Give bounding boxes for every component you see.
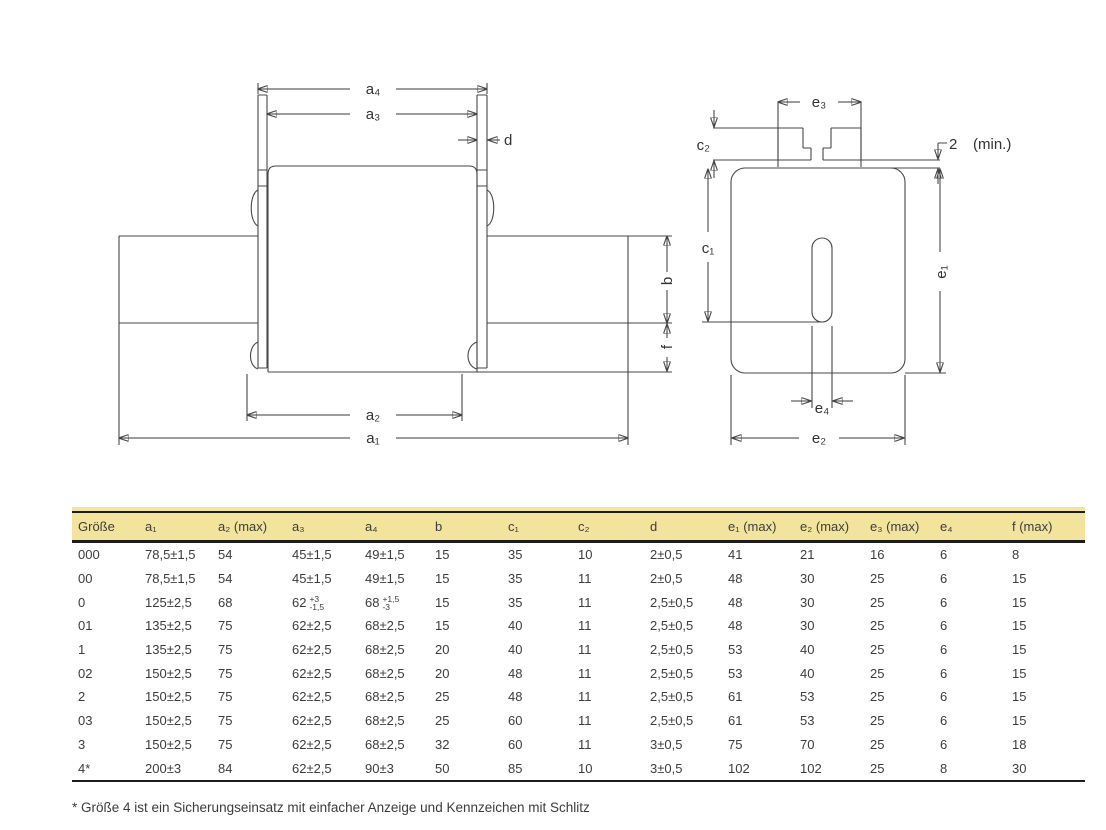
table-cell: 16 (870, 547, 885, 563)
table-cell: 68±2,5 (365, 713, 405, 729)
table-cell: 15 (1012, 665, 1027, 681)
table-cell: 6 (940, 713, 948, 729)
table-cell: 10 (578, 547, 593, 563)
table-row (72, 756, 1085, 781)
table-cell: 75 (218, 736, 233, 752)
table-cell: 135±2,5 (145, 618, 192, 634)
table-cell: 53 (728, 642, 743, 658)
table-cell: 68±2,5 (365, 665, 405, 681)
column-header: a₁ (139, 512, 212, 542)
table-cell: 15 (435, 571, 450, 587)
table-cell: 15 (1012, 642, 1027, 658)
table-cell: 25 (870, 760, 885, 776)
table-cell: 2,5±0,5 (650, 689, 694, 705)
table-cell: 35 (508, 594, 523, 610)
table-cell: 48 (508, 665, 523, 681)
table-row (72, 590, 1085, 614)
table-cell: 25 (870, 594, 885, 610)
table-cell: 6 (940, 736, 948, 752)
table-cell: 75 (218, 642, 233, 658)
table-cell: 85 (508, 760, 523, 776)
column-header: e₃ (max) (864, 512, 934, 542)
table-cell: 25 (870, 618, 885, 634)
table-cell: 48 (728, 594, 743, 610)
table-cell: 11 (578, 736, 592, 752)
table-cell: 01 (78, 618, 93, 634)
column-header: Größe (72, 512, 139, 542)
column-header: e₂ (max) (794, 512, 864, 542)
table-row (72, 542, 1085, 567)
table-cell: 3 (78, 736, 86, 752)
table-row (72, 733, 1085, 757)
dim-label-e3: e₃ (811, 94, 827, 111)
fuse-end-view (697, 94, 1012, 447)
table-cell: 15 (1012, 571, 1027, 587)
column-header: b (429, 512, 502, 542)
dim-label-c1: c₁ (701, 240, 715, 257)
extension-lines-right (702, 102, 947, 445)
blade-bars (119, 236, 672, 445)
table-cell: 6 (940, 571, 948, 587)
table-cell: 68 (218, 594, 233, 610)
table-cell: 25 (870, 642, 885, 658)
table-cell: 68±2,5 (365, 642, 405, 658)
column-header: c₂ (572, 512, 644, 542)
table-cell: 6 (940, 689, 948, 705)
table-row (72, 709, 1085, 733)
table-cell: 25 (870, 689, 885, 705)
column-header: a₂ (max) (212, 512, 286, 542)
table-header-row (72, 512, 1085, 542)
table-row (72, 614, 1085, 638)
table-cell: 53 (800, 713, 815, 729)
table-cell: 000 (78, 547, 100, 563)
table-cell: 48 (508, 689, 523, 705)
table-cell: 75 (218, 713, 233, 729)
table-cell: 2,5±0,5 (650, 594, 694, 610)
table-cell: 20 (435, 642, 450, 658)
table-cell: 1 (78, 642, 86, 658)
table-cell: 11 (578, 594, 592, 610)
table-cell: 15 (435, 594, 450, 610)
table-cell: 75 (728, 736, 743, 752)
table-cell: 62 +3 -1,5 (292, 593, 325, 612)
table-cell: 90±3 (365, 760, 394, 776)
table-cell: 15 (435, 547, 450, 563)
table-cell: 15 (1012, 689, 1027, 705)
extension-lines-left (247, 83, 487, 421)
table-cell: 150±2,5 (145, 665, 192, 681)
table-cell: 50 (435, 760, 450, 776)
dim-label-a2: a₂ (365, 407, 381, 424)
table-cell: 40 (508, 642, 523, 658)
table-cell: 03 (78, 713, 93, 729)
table-cell: 00 (78, 571, 93, 587)
table-cell: 10 (578, 760, 593, 776)
dim-label-e1: e₁ (933, 265, 950, 279)
table-cell: 15 (435, 618, 450, 634)
column-header: a₄ (359, 512, 429, 542)
table-cell: 2±0,5 (650, 547, 683, 563)
table-cell: 2±0,5 (650, 571, 683, 587)
dim-label-2min: 2 (949, 136, 958, 153)
column-header: c₁ (502, 512, 572, 542)
column-header: a₃ (286, 512, 359, 542)
table-cell: 15 (1012, 713, 1027, 729)
table-cell: 45±1,5 (292, 547, 332, 563)
table-cell: 41 (728, 547, 743, 563)
table-cell: 135±2,5 (145, 642, 192, 658)
column-header: d (644, 512, 722, 542)
table-cell: 18 (1012, 736, 1027, 752)
dim-label-b: b (659, 276, 676, 286)
table-cell: 68 +1,5 -3 (365, 593, 400, 612)
column-header: e₄ (934, 512, 1006, 542)
table-cell: 25 (870, 571, 885, 587)
dim-label-2min-unit: (min.) (973, 136, 1012, 153)
contact-spring-clips (251, 190, 494, 369)
footnote: * Größe 4 ist ein Sicherungseinsatz mit einfacher Anzeige und Kennzeichen mit Schlitz (72, 800, 590, 815)
dimension-table (72, 511, 1085, 782)
table-cell: 61 (728, 713, 743, 729)
dim-label-a3: a₃ (365, 106, 381, 123)
table-cell: 11 (578, 665, 592, 681)
dim-label-e4: e₄ (814, 400, 830, 417)
column-header: f (max) (1006, 512, 1085, 542)
table-cell: 15 (1012, 594, 1027, 610)
table-cell: 75 (218, 618, 233, 634)
table-cell: 200±3 (145, 760, 182, 776)
table-cell: 78,5±1,5 (145, 571, 196, 587)
fuse-side-view (119, 81, 676, 447)
table-cell: 68±2,5 (365, 736, 405, 752)
table-cell: 49±1,5 (365, 571, 405, 587)
table-cell: 30 (1012, 760, 1027, 776)
table-cell: 25 (435, 713, 450, 729)
table-cell: 62±2,5 (292, 618, 332, 634)
table-cell: 102 (800, 760, 822, 776)
table-cell: 62±2,5 (292, 689, 332, 705)
table-cell: 84 (218, 760, 233, 776)
table-row (72, 661, 1085, 685)
table-cell: 32 (435, 736, 450, 752)
table-cell: 4* (78, 760, 91, 776)
table-cell: 54 (218, 547, 233, 563)
table-cell: 40 (800, 665, 815, 681)
table-cell: 70 (800, 736, 815, 752)
table-cell: 25 (435, 689, 450, 705)
table-cell: 8 (1012, 547, 1020, 563)
blade-tab-with-slot (778, 128, 861, 160)
table-row (72, 638, 1085, 662)
table-cell: 2,5±0,5 (650, 642, 694, 658)
table-cell: 11 (578, 571, 592, 587)
table-cell: 2 (78, 689, 86, 705)
column-header: e₁ (max) (722, 512, 794, 542)
dim-label-a4: a₄ (365, 81, 381, 98)
table-cell: 62±2,5 (292, 665, 332, 681)
table-cell: 15 (1012, 618, 1027, 634)
table-cell: 150±2,5 (145, 689, 192, 705)
table-cell: 48 (728, 571, 743, 587)
table-cell: 30 (800, 618, 815, 634)
table-cell: 62±2,5 (292, 713, 332, 729)
table-cell: 53 (728, 665, 743, 681)
table-cell: 75 (218, 665, 233, 681)
table-cell: 40 (508, 618, 523, 634)
table-cell: 11 (578, 713, 592, 729)
table-cell: 3±0,5 (650, 736, 683, 752)
table-cell: 3±0,5 (650, 760, 683, 776)
table-cell: 25 (870, 665, 885, 681)
table-cell: 21 (800, 547, 815, 563)
table-cell: 6 (940, 618, 948, 634)
table-cell: 35 (508, 547, 523, 563)
dim-label-f: f (659, 344, 676, 350)
table-cell: 0 (78, 594, 86, 610)
table-cell: 11 (578, 618, 592, 634)
table-cell: 62±2,5 (292, 736, 332, 752)
dim-label-a1: a₁ (366, 430, 380, 447)
table-cell: 11 (578, 689, 592, 705)
table-cell: 25 (870, 736, 885, 752)
table-cell: 61 (728, 689, 743, 705)
table-cell: 60 (508, 736, 523, 752)
table-row (72, 685, 1085, 709)
table-cell: 62±2,5 (292, 642, 332, 658)
table-cell: 6 (940, 594, 948, 610)
table-cell: 68±2,5 (365, 618, 405, 634)
table-cell: 49±1,5 (365, 547, 405, 563)
table-body (72, 542, 1085, 781)
table-row (72, 567, 1085, 591)
table-cell: 40 (800, 642, 815, 658)
table-cell: 2,5±0,5 (650, 713, 694, 729)
dim-label-c2: c₂ (696, 137, 710, 154)
table-cell: 68±2,5 (365, 689, 405, 705)
table-cell: 102 (728, 760, 750, 776)
table-cell: 45±1,5 (292, 571, 332, 587)
table-cell: 60 (508, 713, 523, 729)
table-cell: 62±2,5 (292, 760, 332, 776)
table-cell: 2,5±0,5 (650, 618, 694, 634)
table-cell: 25 (870, 713, 885, 729)
table-cell: 30 (800, 594, 815, 610)
table-cell: 8 (940, 760, 948, 776)
table-cell: 54 (218, 571, 233, 587)
table-cell: 6 (940, 642, 948, 658)
indicator-slot (812, 238, 832, 322)
table-cell: 02 (78, 665, 93, 681)
table-cell: 150±2,5 (145, 713, 192, 729)
table-cell: 78,5±1,5 (145, 547, 196, 563)
table-cell: 150±2,5 (145, 736, 192, 752)
table-cell: 35 (508, 571, 523, 587)
table-cell: 20 (435, 665, 450, 681)
table-cell: 6 (940, 665, 948, 681)
table-cell: 11 (578, 642, 592, 658)
table-cell: 53 (800, 689, 815, 705)
table-cell: 125±2,5 (145, 594, 192, 610)
dim-label-e2: e₂ (811, 430, 827, 447)
table-cell: 48 (728, 618, 743, 634)
table-cell: 2,5±0,5 (650, 665, 694, 681)
table-cell: 30 (800, 571, 815, 587)
blade-contact-plates (258, 95, 487, 368)
fuse-body-outline (268, 166, 477, 372)
dim-label-d: d (504, 132, 513, 149)
table-cell: 6 (940, 547, 948, 563)
dimension-table-wrap (72, 507, 1085, 782)
table-cell: 75 (218, 689, 233, 705)
fuse-body-face (731, 168, 905, 373)
